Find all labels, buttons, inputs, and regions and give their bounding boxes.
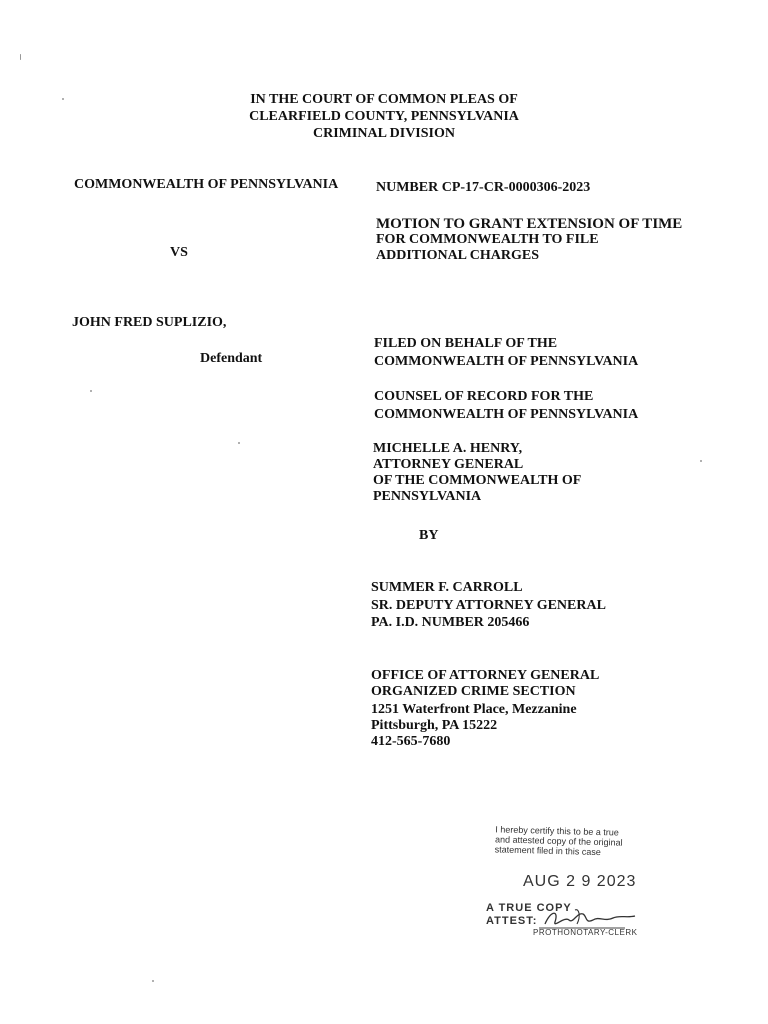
court-line-2: CLEARFIELD COUNTY, PENNSYLVANIA <box>249 109 519 124</box>
motion-title-line-1: MOTION TO GRANT EXTENSION OF TIME <box>376 216 683 232</box>
certify-line-1: I hereby certify this to be a true <box>495 824 619 838</box>
scan-speck <box>20 54 21 60</box>
stamp-date: AUG 2 9 2023 <box>523 873 637 890</box>
attorney-general-block <box>373 441 581 505</box>
motion-title-line-2: FOR COMMONWEALTH TO FILE <box>376 232 599 247</box>
attest-label: ATTEST: <box>486 915 538 927</box>
certify-line-3: statement filed in this case <box>494 844 601 858</box>
office-section: ORGANIZED CRIME SECTION <box>371 684 576 699</box>
case-number: NUMBER CP-17-CR-0000306-2023 <box>376 180 591 195</box>
true-copy-label: A TRUE COPY <box>486 902 572 914</box>
attorney-general-line-3: OF THE COMMONWEALTH OF <box>373 473 582 488</box>
office-block <box>371 668 599 750</box>
counsel-of-record <box>374 389 638 423</box>
office-phone: 412-565-7680 <box>371 734 451 749</box>
certification-stamp <box>495 824 623 857</box>
scan-speck <box>62 98 64 100</box>
deputy-title: SR. DEPUTY ATTORNEY GENERAL <box>371 598 606 613</box>
attorney-general-line-4: PENNSYLVANIA <box>373 489 482 504</box>
by-label: BY <box>419 528 439 543</box>
motion-title-line-3: ADDITIONAL CHARGES <box>376 248 539 263</box>
scan-speck <box>238 442 240 444</box>
attorney-general-line-2: ATTORNEY GENERAL <box>373 457 524 472</box>
plaintiff-name: COMMONWEALTH OF PENNSYLVANIA <box>74 177 339 192</box>
deputy-block <box>371 580 606 631</box>
office-street: 1251 Waterfront Place, Mezzanine <box>371 702 577 717</box>
office-city: Pittsburgh, PA 15222 <box>371 718 498 733</box>
counsel-line-1: COUNSEL OF RECORD FOR THE <box>374 389 594 404</box>
court-line-1: IN THE COURT OF COMMON PLEAS OF <box>250 92 518 107</box>
deputy-id: PA. I.D. NUMBER 205466 <box>371 615 530 630</box>
filed-on-behalf <box>374 336 638 370</box>
filed-on-behalf-line-2: COMMONWEALTH OF PENNSYLVANIA <box>374 354 639 369</box>
prothonotary-title: PROTHONOTARY-CLERK <box>533 928 638 937</box>
court-heading <box>0 89 768 144</box>
motion-title <box>376 216 682 264</box>
defendant-role: Defendant <box>200 351 263 366</box>
defendant-name: JOHN FRED SUPLIZIO, <box>72 315 227 330</box>
filed-on-behalf-line-1: FILED ON BEHALF OF THE <box>374 336 558 351</box>
attorney-general-line-1: MICHELLE A. HENRY, <box>373 441 523 456</box>
office-name: OFFICE OF ATTORNEY GENERAL <box>371 668 600 683</box>
deputy-name: SUMMER F. CARROLL <box>371 580 523 595</box>
scan-speck <box>700 460 702 462</box>
scan-speck <box>90 390 92 392</box>
court-line-3: CRIMINAL DIVISION <box>313 126 455 141</box>
versus-label: VS <box>170 245 188 260</box>
counsel-line-2: COMMONWEALTH OF PENNSYLVANIA <box>374 407 639 422</box>
scan-speck <box>152 980 154 982</box>
certify-line-2: and attested copy of the original <box>494 834 623 848</box>
